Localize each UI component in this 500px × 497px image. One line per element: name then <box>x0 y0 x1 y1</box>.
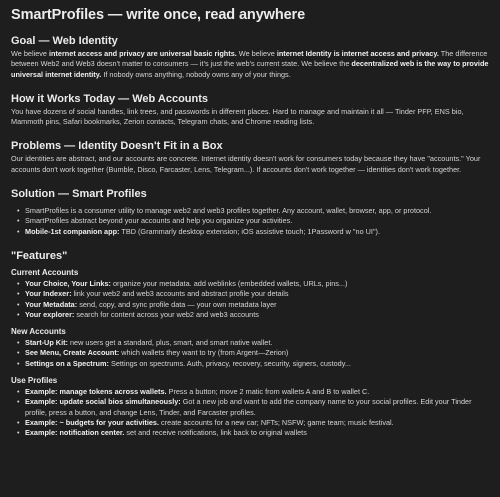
item-text: which wallets they want to try (from Argent—Zerion) <box>119 348 289 358</box>
new-list <box>11 338 490 369</box>
list-item <box>25 348 490 358</box>
item-text: create accounts for a new car; NFTs; NSFW; game team; music festival. <box>159 417 394 427</box>
goal-text-4: If nobody owns anything, nobody owns any of your things. <box>101 69 291 79</box>
page-title: SmartProfiles — write once, read anywhere <box>11 7 306 23</box>
list-item <box>25 418 490 428</box>
item-bold: Settings on a Spectrum: <box>25 358 109 368</box>
problems-heading: Problems — Identity Doesn't Fit in a Box <box>11 140 223 153</box>
use-heading: Use Profiles <box>11 376 58 386</box>
item-bold: Example: manage tokens across wallets. <box>25 387 167 397</box>
list-item <box>25 428 490 438</box>
current-list <box>11 279 490 320</box>
list-item <box>25 289 490 299</box>
item-text: search for content across your web2 and web3 accounts <box>74 309 259 319</box>
item-bold: See Menu, Create Account: <box>25 348 120 358</box>
item-bold: Example: ~ budgets for your activities. <box>25 417 160 427</box>
list-item <box>25 338 490 348</box>
use-profiles <box>11 376 490 438</box>
how-section <box>11 93 490 128</box>
features-section <box>11 250 490 439</box>
how-heading: How it Works Today — Web Accounts <box>11 92 209 105</box>
item-bold: Your Metadata: <box>25 299 78 309</box>
current-heading: Current Accounts <box>11 267 79 277</box>
list-item <box>25 300 490 310</box>
list-item <box>25 359 490 369</box>
list-item <box>25 216 490 226</box>
item-text: send, copy, and sync profile data — your own metadata layer <box>77 299 277 309</box>
item-bold: Your Choice, Your Links: <box>25 278 111 288</box>
features-heading: "Features" <box>11 249 68 262</box>
list-item <box>25 206 490 216</box>
list-item <box>25 279 490 289</box>
list-item <box>25 227 490 237</box>
how-text: You have dozens of social handles, link trees, and passwords in different places. Hard to manage and maintain it all — Tinder PFP, ENS bio, Mammoth pins, Safari bookmarks, Zerion contacts, Telegram chats, and Chrome reading lists. <box>11 106 464 127</box>
new-accounts <box>11 327 490 369</box>
item-bold: Your explorer: <box>25 309 75 319</box>
list-item <box>25 387 490 397</box>
goal-text-3: The difference between Web2 and Web3 doesn't matter to consumers — it's just the web's current state. We believe the <box>11 49 488 69</box>
item-bold: Example: notification center. <box>25 428 125 438</box>
goal-heading: Goal — Web Identity <box>11 35 118 47</box>
goal-text-1: We believe <box>11 49 49 58</box>
new-heading: New Accounts <box>11 327 66 337</box>
item-bold: Example: update social bios simultaneously: <box>25 397 181 407</box>
goal-text-2: We believe <box>236 49 277 58</box>
item-bold: Your Indexer: <box>25 289 72 299</box>
list-item <box>25 397 490 418</box>
item-text: SmartProfiles abstract beyond your accounts and help you organize your activities. <box>25 216 293 226</box>
goal-text <box>11 49 490 80</box>
item-text: TBD (Grammarly desktop extension; iOS assistive touch; 1Password w "no UI"). <box>119 226 380 236</box>
item-bold: Start-Up Kit: <box>25 338 68 348</box>
goal-bold-2: internet Identity is internet access and privacy. <box>276 49 439 58</box>
item-text: Press a button; move 2 matic from wallets A and B to wallet C. <box>166 387 370 397</box>
item-bold: Mobile-1st companion app: <box>25 226 120 236</box>
item-text: Got a new job and want to add the company name to your social profiles. Edit your Tinder profile, press a button, and change Lens, Tinder, and Farcaster profiles. <box>25 397 472 417</box>
item-text: link your web2 and web3 accounts and abstract profile your details <box>71 289 289 299</box>
item-text: set and receive notifications, link back to original wallets <box>124 428 307 438</box>
solution-list <box>11 206 490 237</box>
goal-section <box>11 35 490 80</box>
use-list <box>11 387 490 438</box>
goal-bold-3: decentralized web is the way to provide universal internet identity. <box>11 59 489 79</box>
list-item <box>25 310 490 320</box>
item-text: Settings on spectrums. Auth, privacy, recovery, security, signers, custody... <box>108 358 351 368</box>
solution-heading: Solution — Smart Profiles <box>11 188 147 201</box>
solution-section <box>11 188 490 237</box>
item-text: SmartProfiles is a consumer utility to manage web2 and web3 profiles together. Any account, wallet, browser, app, or protocol. <box>25 206 432 216</box>
current-accounts <box>11 268 490 320</box>
item-text: organize your metadata. add weblinks (embedded wallets, URLs, pins...) <box>110 278 348 288</box>
item-text: new users get a standard, plus, smart, and smart native wallet. <box>67 338 273 348</box>
goal-bold-1: internet access and privacy are universal basic rights. <box>49 49 237 58</box>
problems-section <box>11 140 490 175</box>
problems-text: Our identities are abstract, and our accounts are concrete. Internet identity doesn't work for consumers today because they have "accounts." Your accounts don't work together (Bumble, Disco, Farcaster, Lens, Telegram...). If accounts don't work together — identities don't work together. <box>11 154 481 174</box>
